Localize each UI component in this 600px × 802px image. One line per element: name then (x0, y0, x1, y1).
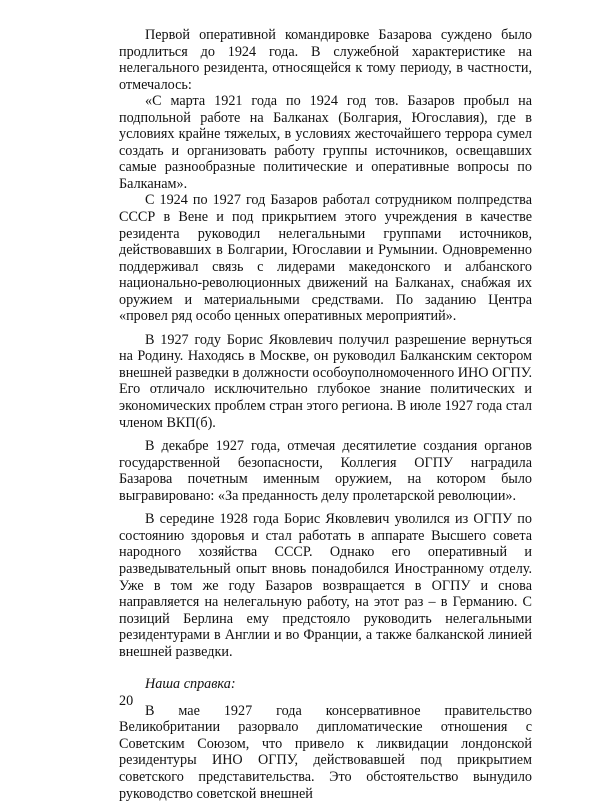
paragraph-characteristic-quote: «С марта 1921 года по 1924 год тов. Базаров пробыл на подпольной работе на Балканах (Болгария, Югославия), где в условиях крайне тяжелых, в условиях жесточайшего террора сумел создать и организовать работу группы источников, освещавших самые разнообразные политические и оперативные вопросы по Балканам». (119, 93, 532, 192)
note-text: В мае 1927 года консервативное правительство Великобритании разорвало дипломатические отношения с Советским Союзом, что привело к ликвидации лондонской резидентуры ИНО ОГПУ, действовавшей под прикрытием советского представительства. Это обстоятельство вынудило руководство советской внешней (119, 702, 532, 802)
paragraph-return-moscow: В 1927 году Борис Яковлевич получил разрешение вернуться на Родину. Находясь в Москве, он руководил Балканским сектором внешней разведки в должности особоуполномоченного ИНО ОГПУ. Его отличало исключительно глубокое знание политических и экономических проблем стран этого региона. В июле 1927 года стал членом ВКП(б). (119, 331, 532, 431)
paragraph-first-mission: Первой оперативной командировке Базарова суждено было продлиться до 1924 года. В служебной характеристике на нелегального резидента, относящейся к тому периоду, в частности, отмечалось: (119, 27, 532, 93)
page-body (119, 27, 532, 802)
note-heading (119, 676, 532, 693)
page-number: 20 (119, 693, 134, 709)
paragraph-vienna-residency: С 1924 по 1927 год Базаров работал сотрудником полпредства СССР в Вене и под прикрытием этого учреждения в качестве резидента руководил нелегальными группами источников, действовавших в Болгарии, Югославии и Румынии. Одновременно поддерживал связь с лидерами македонского и албанского национально-революционных движений на Балканах, снабжая их оружием и материальными средствами. По заданию Центра «провел ряд особо ценных оперативных мероприятий». (119, 192, 532, 325)
note-heading-colon: : (230, 676, 236, 693)
paragraph-berlin: В середине 1928 года Борис Яковлевич уволился из ОГПУ по состоянию здоровья и стал работать в аппарате Высшего совета народного хозяйства СССР. Однако его оперативный и разведывательный опыт вновь понадобился Иностранному отделу. Уже в том же году Базаров возвращается в ОГПУ и снова направляется на нелегальную работу, на этот раз – в Германию. С позиций Берлина ему предстояло руководить нелегальными резидентурами в Англии и во Франции, а также балканской линией внешней разведки. (119, 511, 532, 660)
note-heading-label: Наша справка (145, 676, 231, 693)
paragraph-award: В декабре 1927 года, отмечая десятилетие создания органов государственной безопасности, Коллегия ОГПУ наградила Базарова почетным именным оружием, на котором было выгравировано: «За преданность делу пролетарской революции». (119, 438, 532, 504)
